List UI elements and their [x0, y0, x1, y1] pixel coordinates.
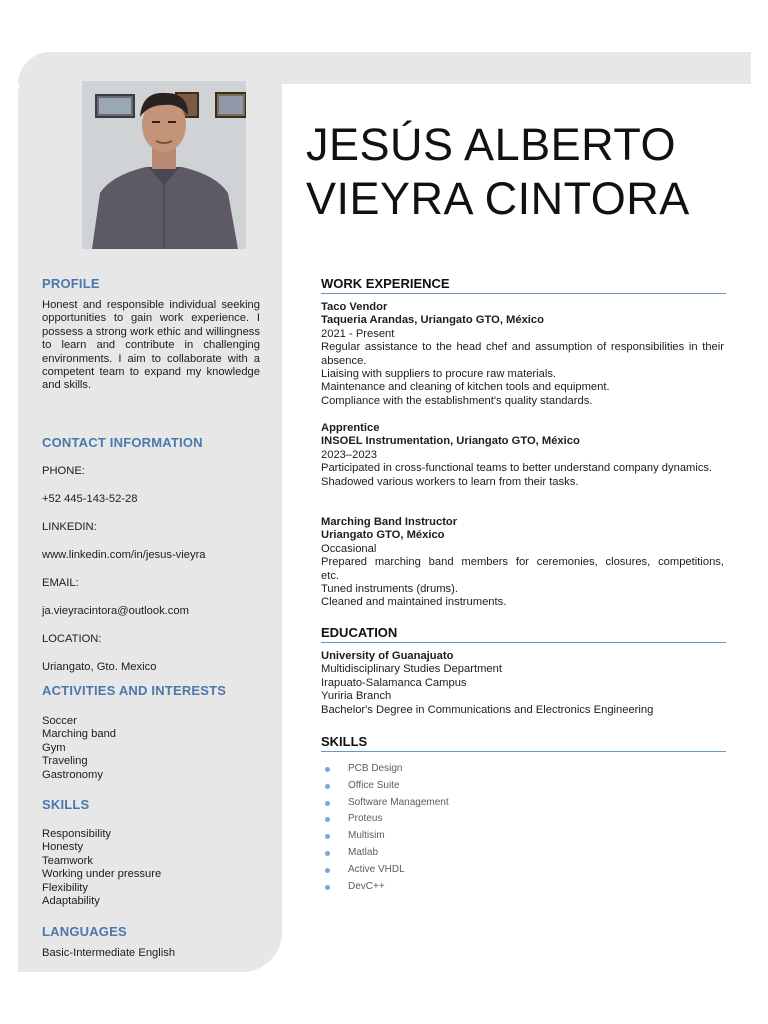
linkedin-link[interactable]: www.linkedin.com/in/jesus-vieyra	[42, 549, 206, 561]
job-company: INSOEL Instrumentation, Uriangato GTO, México	[321, 435, 580, 448]
bullet-icon	[325, 817, 330, 822]
job-entry-2	[321, 422, 724, 489]
education-line: Yuriria Branch	[321, 690, 392, 703]
languages-text: Basic-Intermediate English	[42, 947, 176, 959]
list-item	[324, 795, 624, 812]
job-duty: Maintenance and cleaning of kitchen tools and equipment.	[321, 381, 610, 394]
activities-list	[42, 715, 260, 782]
bullet-icon	[325, 801, 330, 806]
list-item: Adaptability	[42, 894, 100, 907]
bullet-icon	[325, 834, 330, 839]
education-line: Multidisciplinary Studies Department	[321, 663, 502, 676]
list-item: Traveling	[42, 755, 88, 768]
tech-skills-heading: SKILLS	[321, 734, 726, 752]
name-line-2: VIEYRA CINTORA	[306, 173, 690, 224]
bullet-icon	[325, 851, 330, 856]
school-name: University of Guanajuato	[321, 650, 454, 662]
location-label: LOCATION:	[42, 633, 102, 645]
skill-label: Matlab	[348, 846, 379, 858]
email-link[interactable]: ja.vieyracintora@outlook.com	[42, 605, 189, 617]
profile-photo	[82, 81, 246, 249]
location-value: Uriangato, Gto. Mexico	[42, 661, 157, 673]
bullet-icon	[325, 868, 330, 873]
list-item	[324, 761, 624, 778]
skill-label: Active VHDL	[348, 863, 405, 875]
list-item: Honesty	[42, 841, 84, 854]
list-item: Gym	[42, 741, 66, 754]
name-line-1: JESÚS ALBERTO	[306, 119, 676, 170]
list-item: Teamwork	[42, 854, 93, 867]
list-item: Gastronomy	[42, 768, 103, 781]
education-heading: EDUCATION	[321, 625, 726, 643]
job-company: Taqueria Arandas, Uriangato GTO, México	[321, 314, 544, 327]
linkedin-label: LINKEDIN:	[42, 521, 97, 533]
list-item	[324, 845, 624, 862]
list-item	[324, 879, 624, 896]
skill-label: Multisim	[348, 830, 385, 842]
job-title: Taco Vendor	[321, 301, 388, 313]
profile-text: Honest and responsible individual seeking opportunities to gain work experience. I possess a strong work ethic and willingness to learn and contribute in challenging environments. I aim to collaborate with a competent team to expand my knowledge and skills.	[42, 299, 260, 392]
list-item: Marching band	[42, 728, 117, 741]
list-item: Working under pressure	[42, 868, 162, 881]
job-duty: Tuned instruments (drums).	[321, 583, 458, 596]
phone-value: +52 445-143-52-28	[42, 493, 138, 505]
job-dates: 2023–2023	[321, 448, 377, 461]
phone-label: PHONE:	[42, 465, 85, 477]
education-line: Irapuato-Salamanca Campus	[321, 676, 467, 689]
skill-label: Office Suite	[348, 779, 400, 791]
job-duty: Participated in cross-functional teams to better understand company dynamics.	[321, 462, 713, 475]
activities-heading: ACTIVITIES AND INTERESTS	[42, 683, 227, 698]
bullet-icon	[325, 885, 330, 890]
portrait-image	[82, 81, 246, 249]
profile-heading: PROFILE	[42, 276, 100, 291]
job-duty: Liaising with suppliers to procure raw materials.	[321, 368, 557, 381]
bullet-icon	[325, 784, 330, 789]
soft-skills-heading: SKILLS	[42, 797, 90, 812]
bullet-icon	[325, 767, 330, 772]
job-duty: Cleaned and maintained instruments.	[321, 596, 507, 609]
list-item	[324, 862, 624, 879]
skill-label: PCB Design	[348, 763, 403, 774]
candidate-name	[306, 118, 746, 226]
contact-heading: CONTACT INFORMATION	[42, 435, 203, 450]
job-entry-3	[321, 516, 724, 610]
job-dates: 2021 - Present	[321, 327, 395, 340]
list-item: Responsibility	[42, 828, 112, 840]
list-item	[324, 778, 624, 795]
education-line: Bachelor's Degree in Communications and Electronics Engineering	[321, 703, 654, 716]
skill-label: Proteus	[348, 813, 383, 825]
job-duty: Shadowed various workers to learn from their tasks.	[321, 475, 579, 488]
job-duty: Prepared marching band members for ceremonies, closures, competitions, etc.	[321, 556, 724, 582]
list-item	[324, 828, 624, 845]
soft-skills-list	[42, 828, 260, 908]
education-entry	[321, 650, 724, 717]
list-item	[324, 811, 624, 828]
list-item: Flexibility	[42, 881, 89, 894]
job-title: Apprentice	[321, 422, 380, 434]
job-dates: Occasional	[321, 542, 377, 555]
job-company: Uriangato GTO, México	[321, 529, 445, 542]
job-duty: Compliance with the establishment's quality standards.	[321, 394, 593, 407]
languages-heading: LANGUAGES	[42, 924, 127, 939]
job-duty: Regular assistance to the head chef and assumption of responsibilities in their absence.	[321, 341, 724, 367]
list-item: Soccer	[42, 715, 77, 727]
tech-skills-list	[324, 761, 624, 895]
skill-label: Software Management	[348, 796, 449, 808]
job-entry-1	[321, 301, 724, 408]
skill-label: DevC++	[348, 880, 385, 892]
job-title: Marching Band Instructor	[321, 516, 458, 528]
email-label: EMAIL:	[42, 577, 79, 589]
work-experience-heading: WORK EXPERIENCE	[321, 276, 726, 294]
